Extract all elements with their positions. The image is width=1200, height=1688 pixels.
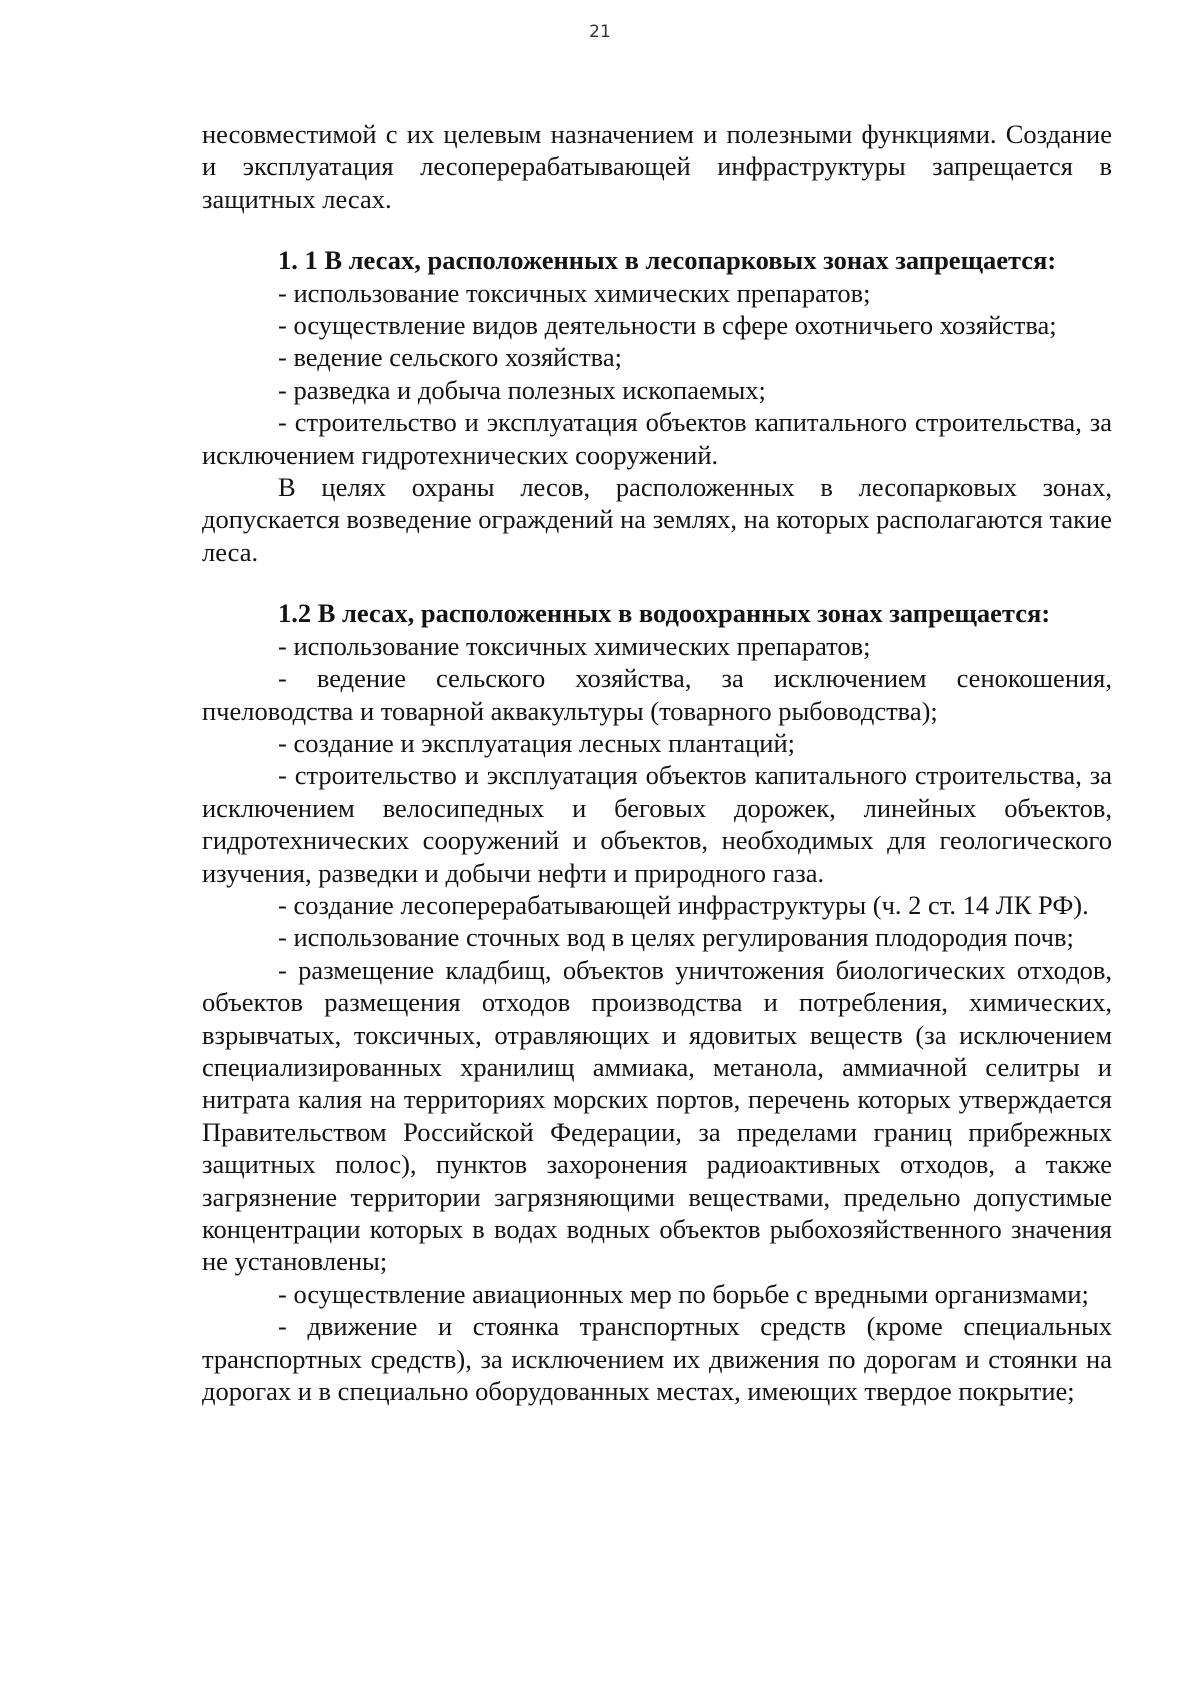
list-item: - движение и стоянка транспортных средств (кроме специальных транспортных средств), за исключением их движения по дорогам и стоянки на дорогах и в специально оборудованных местах, имеющих твердое покрытие;	[202, 1311, 1112, 1407]
list-item: - ведение сельского хозяйства;	[278, 342, 622, 373]
section-gap	[202, 215, 1112, 244]
section-1-2-heading: 1.2 В лесах, расположенных в водоохранных зонах запрещается:	[278, 598, 1051, 629]
list-item: - ведение сельского хозяйства, за исключением сенокошения, пчеловодства и товарной аквакультуры (товарного рыбоводства);	[202, 663, 1112, 726]
list-item: - использование токсичных химических препаратов;	[278, 630, 871, 661]
document-body	[202, 118, 1112, 1407]
section-1-1	[202, 244, 1112, 568]
page-number: 21	[589, 22, 611, 42]
list-item: - создание лесоперерабатывающей инфраструктуры (ч. 2 ст. 14 ЛК РФ).	[278, 889, 1089, 920]
list-item: - использование сточных вод в целях регулирования плодородия почв;	[278, 922, 1074, 953]
list-item: - строительство и эксплуатация объектов капитального строительства, за исключением велосипедных и беговых дорожек, линейных объектов, гидротехнических сооружений и объектов, необходимых для геологического изучения, разведки и добычи нефти и природного газа.	[202, 760, 1112, 888]
list-item: - строительство и эксплуатация объектов капитального строительства, за исключением гидротехнических сооружений.	[202, 407, 1112, 470]
list-item: - разведка и добыча полезных ископаемых;	[278, 374, 766, 405]
section-1-2	[202, 597, 1112, 1407]
list-item: - использование токсичных химических препаратов;	[278, 277, 871, 308]
list-item: - осуществление видов деятельности в сфере охотничьего хозяйства;	[278, 310, 1057, 341]
section-1-1-note: В целях охраны лесов, расположенных в лесопарковых зонах, допускается возведение ограждений на землях, на которых располагаются такие леса.	[202, 472, 1112, 567]
list-item: - осуществление авиационных мер по борьбе с вредными организмами;	[278, 1278, 1089, 1309]
section-gap	[202, 568, 1112, 597]
section-1-1-heading: 1. 1 В лесах, расположенных в лесопарковых зонах запрещается:	[278, 245, 1057, 276]
list-item: - создание и эксплуатация лесных плантаций;	[278, 727, 796, 758]
list-item: - размещение кладбищ, объектов уничтожения биологических отходов, объектов размещения отходов производства и потребления, химических, взрывчатых, токсичных, отравляющих и ядовитых веществ (за исключением специализированных хранилищ аммиака, метанола, аммиачной селитры и нитрата калия на территориях морских портов, перечень которых утверждается Правительством Российской Федерации, за пределами границ прибрежных защитных полос), пунктов захоронения радиоактивных отходов, а также загрязнение территории загрязняющими веществами, предельно допустимые концентрации которых в водах водных объектов рыбохозяйственного значения не установлены;	[202, 954, 1112, 1277]
intro-paragraph: несовместимой с их целевым назначением и полезными функциями. Создание и эксплуатация лесоперерабатывающей инфраструктуры запрещается в защитных лесах.	[202, 119, 1112, 214]
